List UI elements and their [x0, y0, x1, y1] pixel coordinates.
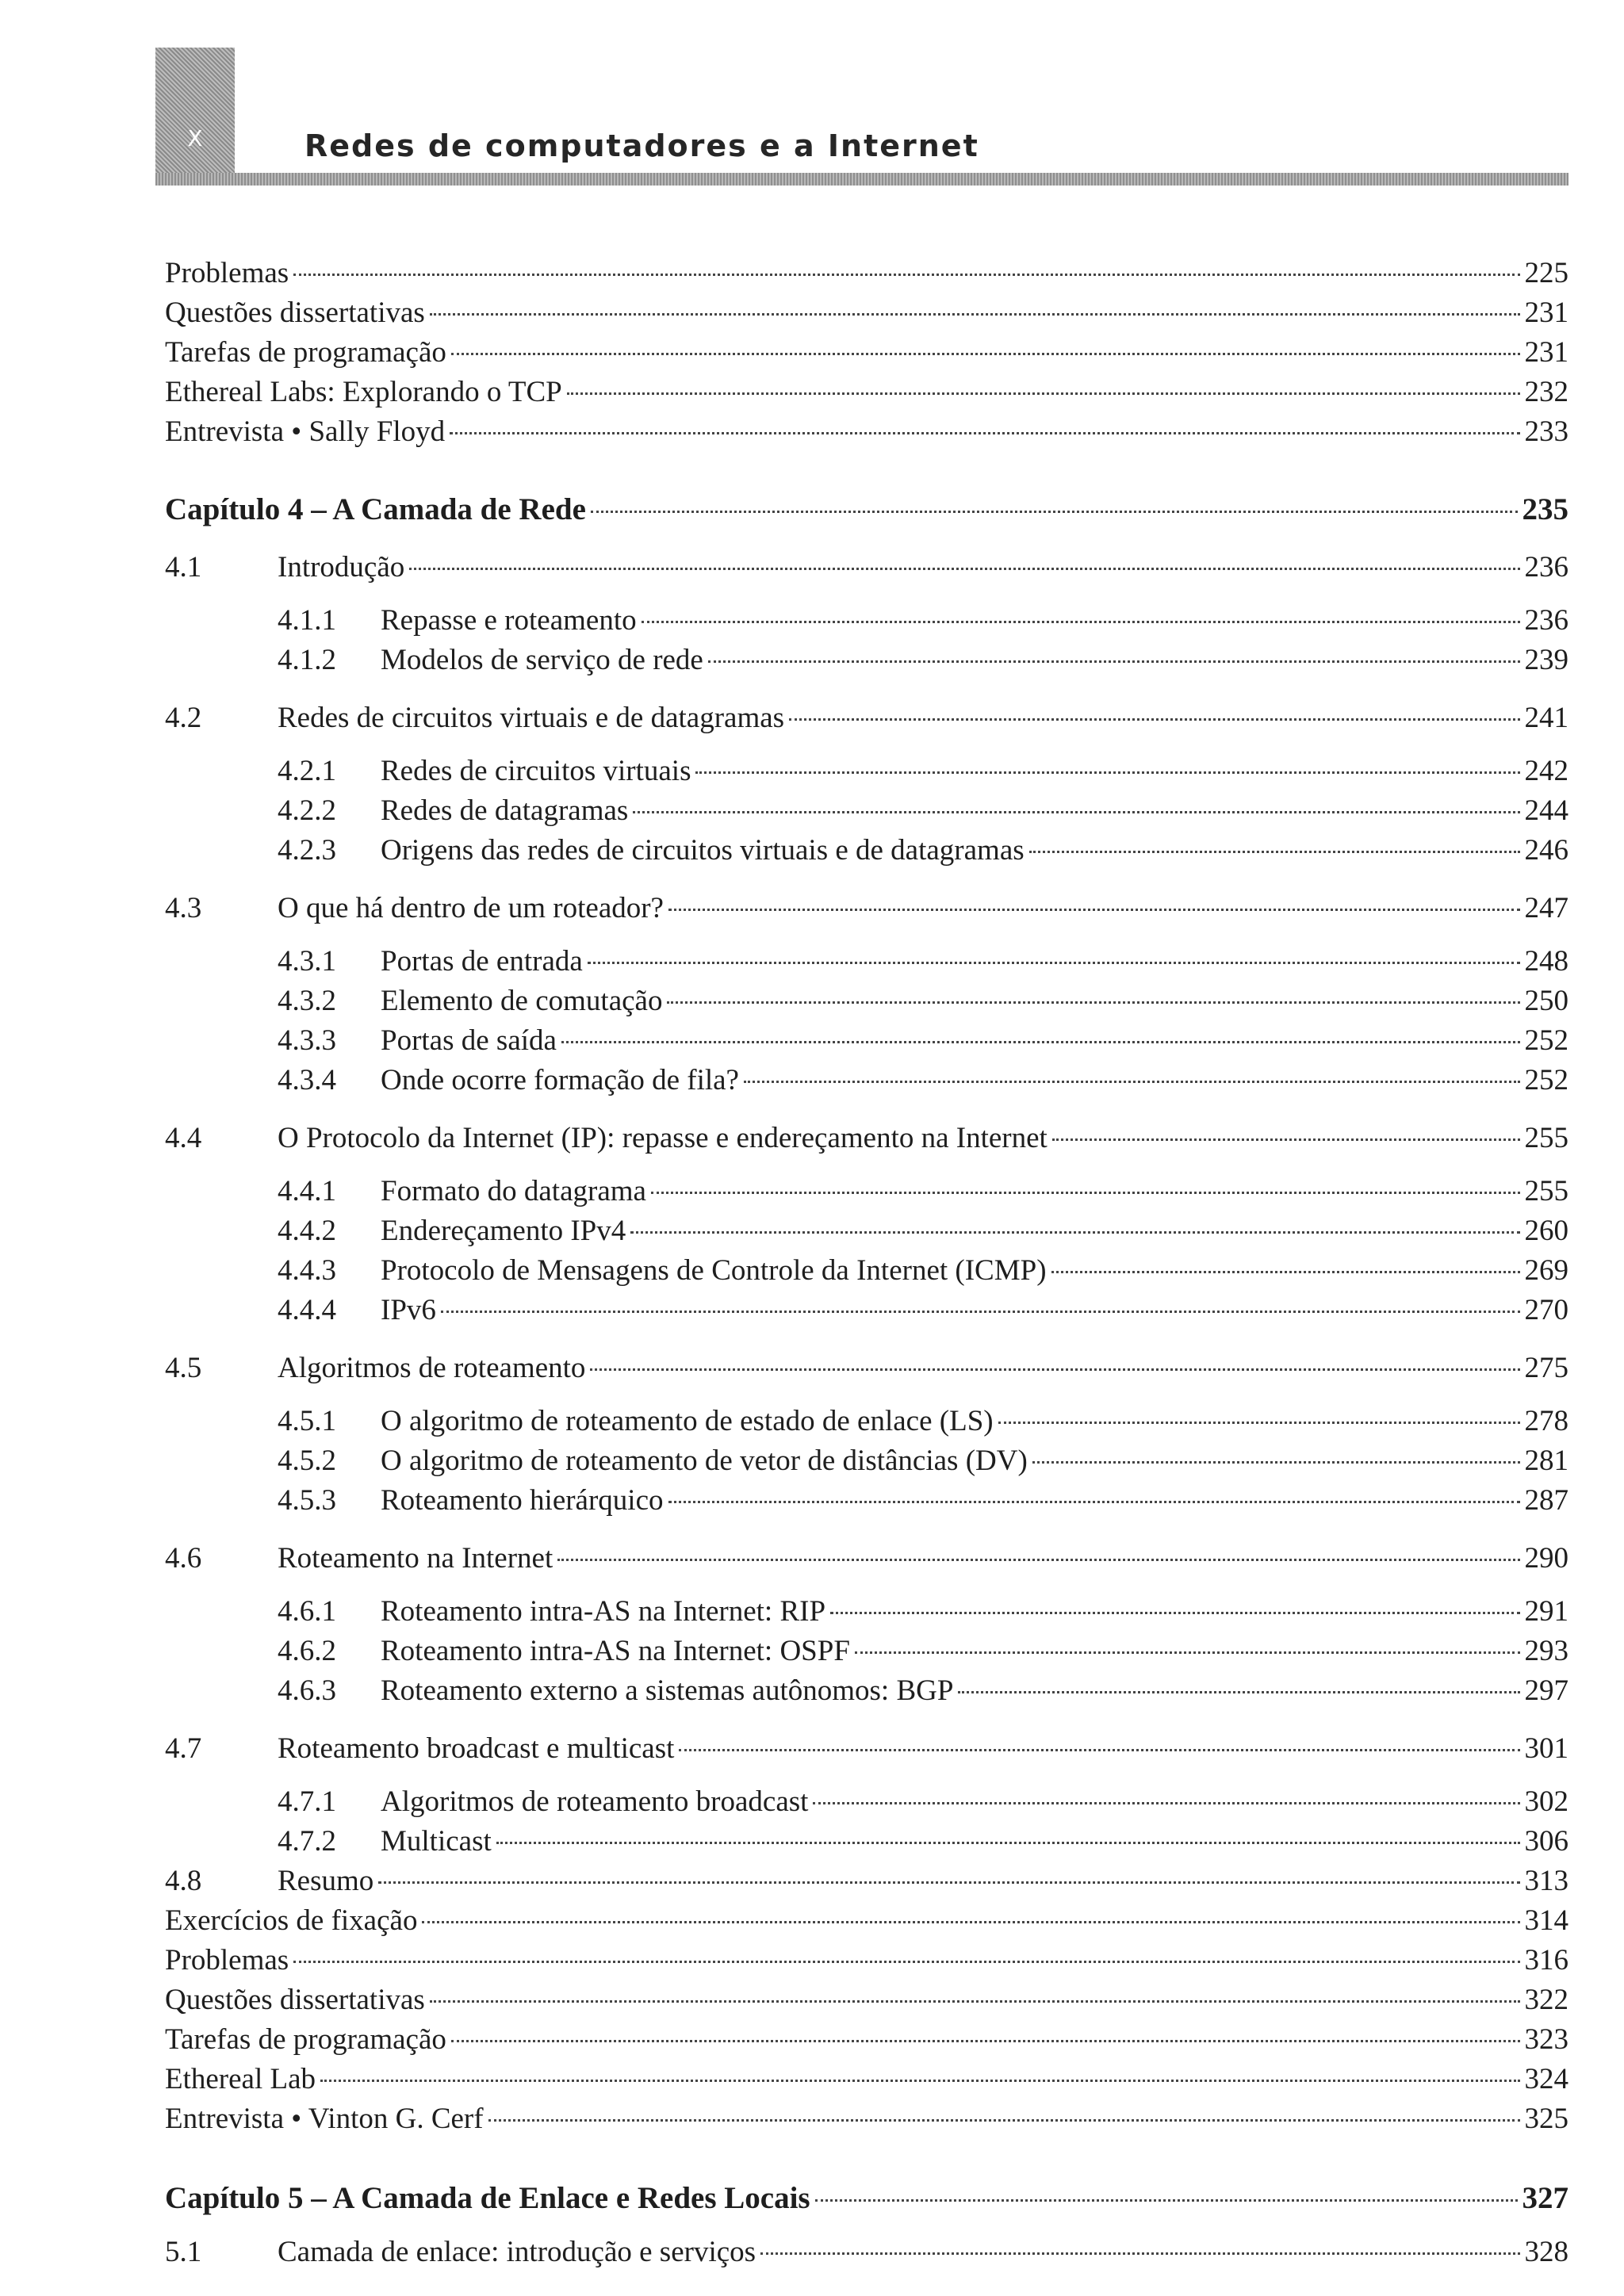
toc-title: Redes de circuitos virtuais e de datagramas [278, 702, 785, 734]
toc-title: Portas de entrada [381, 945, 583, 978]
toc-section-number: 4.7.1 [278, 1785, 336, 1818]
toc-page-number: 297 [1524, 1674, 1568, 1707]
toc-title: Entrevista • Vinton G. Cerf [165, 2103, 484, 2135]
toc-leader-dots [430, 2000, 1520, 2003]
toc-entry [165, 2234, 1568, 2271]
toc-section-number: 4.2 [165, 702, 202, 734]
toc-chapter-heading [165, 2180, 1568, 2217]
toc-entry [165, 295, 1568, 331]
toc-entry [165, 1633, 1568, 1670]
toc-leader-dots [496, 1842, 1520, 1844]
toc-section-number: 4.3.1 [278, 945, 336, 978]
toc-entry [165, 1594, 1568, 1630]
toc-leader-dots [293, 1961, 1519, 1963]
toc-entry [165, 1942, 1568, 1979]
toc-page-number: 242 [1524, 755, 1568, 787]
toc-title: Algoritmos de roteamento broadcast [381, 1785, 809, 1818]
toc-title: O que há dentro de um roteador? [278, 892, 664, 924]
toc-entry [165, 793, 1568, 829]
toc-page-number: 235 [1522, 492, 1568, 526]
toc-page-number: 287 [1524, 1484, 1568, 1517]
toc-section-number: 4.3.2 [278, 985, 336, 1017]
toc-title: O algoritmo de roteamento de vetor de distâncias (DV) [381, 1445, 1028, 1477]
toc-title: Roteamento intra-AS na Internet: RIP [381, 1595, 826, 1628]
toc-section-number: 4.7.2 [278, 1825, 336, 1858]
toc-entry [165, 1982, 1568, 2019]
toc-title: Exercícios de fixação [165, 1904, 418, 1937]
toc-title: Multicast [381, 1825, 492, 1858]
toc-title: Redes de circuitos virtuais [381, 755, 691, 787]
toc-leader-dots [855, 1651, 1520, 1654]
toc-leader-dots [588, 962, 1520, 964]
toc-chapter-heading [165, 492, 1568, 528]
toc-title: Redes de datagramas [381, 794, 629, 827]
toc-title: Ethereal Labs: Explorando o TCP [165, 376, 562, 408]
toc-leader-dots [630, 1231, 1519, 1234]
toc-section-number: 4.6.3 [278, 1674, 336, 1707]
toc-leader-dots [815, 2199, 1518, 2202]
toc-page-number: 325 [1524, 2103, 1568, 2135]
toc-leader-dots [591, 511, 1518, 513]
toc-title: Tarefas de programação [165, 336, 446, 369]
toc-entry [165, 1350, 1568, 1387]
toc-leader-dots [789, 718, 1519, 721]
toc-entry [165, 1784, 1568, 1820]
toc-entry [165, 1403, 1568, 1440]
toc-title: Origens das redes de circuitos virtuais e de datagramas [381, 834, 1025, 867]
toc-section-number: 4.5.2 [278, 1445, 336, 1477]
toc-leader-dots [451, 2040, 1520, 2042]
toc-section-number: 4.1 [165, 551, 202, 584]
toc-entry [165, 700, 1568, 737]
toc-page-number: 278 [1524, 1405, 1568, 1437]
toc-title: O algoritmo de roteamento de estado de enlace (LS) [381, 1405, 994, 1437]
toc-leader-dots [679, 1749, 1519, 1751]
toc-entry [165, 1213, 1568, 1249]
toc-entry [165, 255, 1568, 292]
toc-title: Algoritmos de roteamento [278, 1352, 586, 1384]
toc-page-number: 316 [1524, 1944, 1568, 1976]
toc-page-number: 313 [1524, 1865, 1568, 1897]
toc-section-number: 4.6.2 [278, 1635, 336, 1667]
toc-title: Resumo [278, 1865, 374, 1897]
toc-page-number: 241 [1524, 702, 1568, 734]
toc-section-number: 4.3 [165, 892, 202, 924]
toc-page-number: 306 [1524, 1825, 1568, 1858]
toc-page-number: 302 [1524, 1785, 1568, 1818]
toc-title: Capítulo 5 – A Camada de Enlace e Redes Locais [165, 2181, 810, 2215]
page-number: X [187, 125, 203, 151]
toc-page-number: 323 [1524, 2023, 1568, 2056]
toc-leader-dots [651, 1192, 1520, 1194]
toc-entry [165, 1823, 1568, 1860]
toc-section-number: 4.4.2 [278, 1215, 336, 1247]
toc-entry [165, 1673, 1568, 1709]
toc-title: Questões dissertativas [165, 1984, 425, 2016]
toc-page-number: 293 [1524, 1635, 1568, 1667]
toc-title: Modelos de serviço de rede [381, 644, 703, 676]
toc-page-number: 269 [1524, 1254, 1568, 1287]
toc-leader-dots [1052, 1138, 1520, 1141]
toc-section-number: 4.4 [165, 1122, 202, 1154]
toc-page-number: 250 [1524, 985, 1568, 1017]
toc-page-number: 290 [1524, 1542, 1568, 1575]
toc-page-number: 236 [1524, 604, 1568, 637]
toc-section-number: 4.6.1 [278, 1595, 336, 1628]
toc-entry [165, 832, 1568, 869]
toc-section-number: 5.1 [165, 2236, 202, 2268]
toc-page-number: 236 [1524, 551, 1568, 584]
toc-leader-dots [760, 2252, 1519, 2255]
toc-entry [165, 1483, 1568, 1519]
toc-page-number: 244 [1524, 794, 1568, 827]
toc-title: O Protocolo da Internet (IP): repasse e endereçamento na Internet [278, 1122, 1048, 1154]
toc-leader-dots [1032, 1461, 1520, 1464]
toc-entry [165, 983, 1568, 1020]
toc-title: Protocolo de Mensagens de Controle da Internet (ICMP) [381, 1254, 1047, 1287]
toc-leader-dots [430, 313, 1520, 316]
toc-entry [165, 603, 1568, 639]
toc-title: Tarefas de programação [165, 2023, 446, 2056]
toc-leader-dots [320, 2080, 1519, 2082]
toc-page-number: 233 [1524, 415, 1568, 448]
toc-entry [165, 1023, 1568, 1059]
toc-leader-dots [668, 909, 1520, 911]
toc-section-number: 4.6 [165, 1542, 202, 1575]
toc-title: Capítulo 4 – A Camada de Rede [165, 492, 586, 526]
toc-leader-dots [378, 1881, 1519, 1884]
toc-entry [165, 1731, 1568, 1767]
toc-title: Repasse e roteamento [381, 604, 637, 637]
toc-page-number: 239 [1524, 644, 1568, 676]
toc-leader-dots [633, 811, 1519, 813]
toc-page-number: 252 [1524, 1064, 1568, 1096]
toc-section-number: 4.1.1 [278, 604, 336, 637]
toc-section-number: 4.2.3 [278, 834, 336, 867]
toc-leader-dots [708, 660, 1520, 663]
toc-entry [165, 943, 1568, 980]
toc-page-number: 231 [1524, 297, 1568, 329]
toc-title: Formato do datagrama [381, 1175, 646, 1207]
toc-leader-dots [590, 1368, 1519, 1371]
toc-leader-dots [958, 1691, 1519, 1693]
toc-page-number: 322 [1524, 1984, 1568, 2016]
toc-leader-dots [744, 1081, 1520, 1083]
toc-entry [165, 549, 1568, 586]
toc-leader-dots [557, 1559, 1519, 1561]
toc-entry [165, 2061, 1568, 2098]
toc-section-number: 4.5 [165, 1352, 202, 1384]
toc-section-number: 4.2.1 [278, 755, 336, 787]
toc-entry [165, 1540, 1568, 1577]
toc-title: Ethereal Lab [165, 2063, 316, 2095]
running-title: Redes de computadores e a Internet [304, 128, 979, 163]
toc-section-number: 4.5.1 [278, 1405, 336, 1437]
toc-leader-dots [1029, 851, 1520, 853]
toc-leader-dots [642, 621, 1520, 623]
toc-section-number: 4.8 [165, 1865, 202, 1897]
toc-leader-dots [567, 392, 1520, 395]
toc-leader-dots [450, 432, 1519, 434]
toc-page-number: 275 [1524, 1352, 1568, 1384]
toc-title: Problemas [165, 257, 289, 289]
toc-page-number: 281 [1524, 1445, 1568, 1477]
toc-title: IPv6 [381, 1294, 436, 1326]
toc-title: Elemento de comutação [381, 985, 663, 1017]
toc-entry [165, 335, 1568, 371]
toc-leader-dots [293, 274, 1519, 276]
toc-leader-dots [830, 1612, 1519, 1614]
toc-entry [165, 890, 1568, 927]
toc-page-number: 247 [1524, 892, 1568, 924]
toc-leader-dots [813, 1802, 1519, 1804]
toc-leader-dots [668, 1501, 1520, 1503]
toc-leader-dots [1051, 1271, 1520, 1273]
toc-title: Roteamento hierárquico [381, 1484, 664, 1517]
toc-title: Onde ocorre formação de fila? [381, 1064, 739, 1096]
toc-title: Roteamento externo a sistemas autônomos: BGP [381, 1674, 954, 1707]
toc-section-number: 4.4.3 [278, 1254, 336, 1287]
toc-entry [165, 1120, 1568, 1157]
toc-page-number: 232 [1524, 376, 1568, 408]
toc-entry [165, 642, 1568, 679]
toc-section-number: 4.4.4 [278, 1294, 336, 1326]
toc-leader-dots [409, 568, 1519, 570]
toc-page-number: 231 [1524, 336, 1568, 369]
toc-title: Roteamento na Internet [278, 1542, 553, 1575]
toc-section-number: 4.3.3 [278, 1024, 336, 1057]
toc-page-number: 255 [1524, 1122, 1568, 1154]
toc-entry [165, 2101, 1568, 2137]
toc-page-number: 314 [1524, 1904, 1568, 1937]
toc-title: Questões dissertativas [165, 297, 425, 329]
toc-page-number: 248 [1524, 945, 1568, 978]
toc-entry [165, 1903, 1568, 1939]
toc-section-number: 4.4.1 [278, 1175, 336, 1207]
toc-title: Problemas [165, 1944, 289, 1976]
toc-section-number: 4.7 [165, 1732, 202, 1765]
toc-leader-dots [451, 353, 1520, 355]
toc-entry [165, 1062, 1568, 1099]
toc-page-number: 328 [1524, 2236, 1568, 2268]
toc-leader-dots [441, 1311, 1520, 1313]
toc-page-number: 225 [1524, 257, 1568, 289]
toc-entry [165, 414, 1568, 450]
toc-leader-dots [667, 1001, 1519, 1004]
toc-section-number: 4.5.3 [278, 1484, 336, 1517]
toc-section-number: 4.3.4 [278, 1064, 336, 1096]
toc-page-number: 270 [1524, 1294, 1568, 1326]
toc-page-number: 246 [1524, 834, 1568, 867]
toc-title: Camada de enlace: introdução e serviços [278, 2236, 756, 2268]
toc-entry [165, 1253, 1568, 1289]
toc-entry [165, 753, 1568, 790]
toc-page-number: 301 [1524, 1732, 1568, 1765]
toc-title: Portas de saída [381, 1024, 557, 1057]
toc-leader-dots [695, 771, 1519, 774]
toc-page-number: 252 [1524, 1024, 1568, 1057]
toc-title: Entrevista • Sally Floyd [165, 415, 446, 448]
toc-page-number: 291 [1524, 1595, 1568, 1628]
toc-leader-dots [488, 2119, 1520, 2122]
toc-page-number: 260 [1524, 1215, 1568, 1247]
toc-entry [165, 1292, 1568, 1329]
toc-section-number: 4.1.2 [278, 644, 336, 676]
toc-page-number: 324 [1524, 2063, 1568, 2095]
toc-leader-dots [422, 1921, 1519, 1923]
toc-entry [165, 1173, 1568, 1210]
toc-entry [165, 1443, 1568, 1479]
toc-entry [165, 2022, 1568, 2058]
toc-page-number: 327 [1522, 2181, 1568, 2215]
toc-leader-dots [998, 1422, 1520, 1424]
toc-title: Introdução [278, 551, 405, 584]
toc-section-number: 4.2.2 [278, 794, 336, 827]
toc-page-number: 255 [1524, 1175, 1568, 1207]
toc-entry [165, 1863, 1568, 1900]
toc-title: Endereçamento IPv4 [381, 1215, 626, 1247]
toc-title: Roteamento intra-AS na Internet: OSPF [381, 1635, 850, 1667]
toc-leader-dots [561, 1041, 1520, 1043]
toc-entry [165, 374, 1568, 411]
toc-title: Roteamento broadcast e multicast [278, 1732, 675, 1765]
